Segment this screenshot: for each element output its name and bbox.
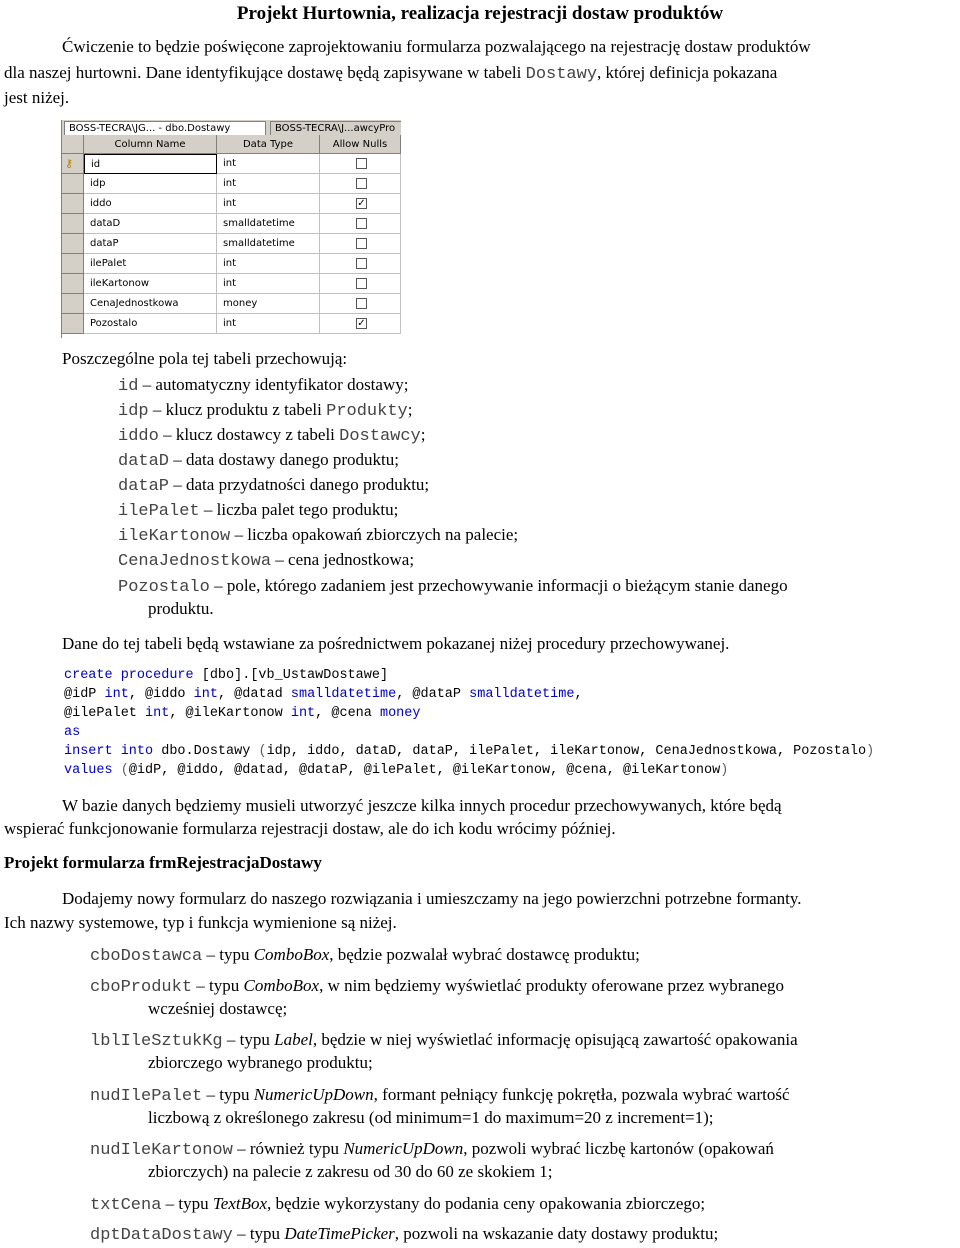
intro-line-3: jest niżej. — [4, 88, 70, 107]
intro-line-1: Ćwiczenie to będzie poświęcone zaprojektowaniu formularza pozwalającego na rejestrację dostaw produktów — [62, 37, 811, 56]
allow-nulls-checkbox[interactable]: ✓ — [357, 318, 366, 329]
allow-nulls-checkbox[interactable] — [356, 158, 367, 169]
column-name-cell[interactable]: iddo — [84, 194, 217, 214]
allow-nulls-checkbox[interactable] — [356, 258, 367, 269]
control-item-cont: zbiorczych) na palecie z zakresu od 30 do 60 ze skokiem 1; — [148, 1162, 553, 1181]
designer-tab-active[interactable]: BOSS-TECRA\JG... - dbo.Dostawy — [64, 121, 266, 135]
allow-nulls-checkbox[interactable]: ✓ — [357, 198, 366, 209]
data-type-cell[interactable]: int — [217, 194, 320, 214]
fields-intro: Poszczególne pola tej tabeli przechowują: — [62, 349, 348, 368]
field-item-pozostalo: Pozostalo – pole, którego zadaniem jest przechowywanie informacji o bieżącym stanie danego — [118, 576, 788, 597]
field-item: idp – klucz produktu z tabeli Produkty; — [118, 400, 413, 421]
data-type-cell[interactable]: money — [217, 294, 320, 314]
sql-line-1: create procedure [dbo].[vb_UstawDostawe] — [64, 668, 389, 683]
column-name-cell[interactable]: CenaJednostkowa — [84, 294, 217, 314]
control-item: txtCena – typu TextBox, będzie wykorzystany do podania ceny opakowania zbiorczego; — [90, 1194, 706, 1215]
procedures-paragraph: W bazie danych będziemy musieli utworzyć jeszcze kilka innych procedur przechowywanych, które będą — [62, 796, 782, 815]
header-allow-nulls: Allow Nulls — [320, 135, 401, 154]
data-type-cell[interactable]: int — [217, 174, 320, 194]
sql-line-2: @idP int, @iddo int, @datad smalldatetime, @dataP smalldatetime, — [64, 687, 583, 702]
header-corner — [62, 135, 84, 154]
control-item-cont: liczbową z określonego zakresu (od minimum=1 do maximum=20 z increment=1); — [148, 1108, 714, 1127]
control-item-cont: zbiorczego wybranego produktu; — [148, 1053, 373, 1072]
row-selector[interactable] — [62, 314, 84, 334]
control-item: dptDataDostawy – typu DateTimePicker, pozwoli na wskazanie daty dostawy produktu; — [90, 1224, 719, 1245]
column-name-cell[interactable]: dataP — [84, 234, 217, 254]
page-title: Projekt Hurtownia, realizacja rejestracji dostaw produktów — [236, 3, 724, 24]
allow-nulls-cell — [320, 154, 401, 174]
field-item-pozostalo-cont: produktu. — [148, 599, 214, 618]
primary-key-icon: ⚷ — [65, 157, 74, 170]
row-selector[interactable] — [62, 214, 84, 234]
table-designer-screenshot — [61, 120, 401, 338]
section-intro-line-2: Ich nazwy systemowe, typ i funkcja wymienione są niżej. — [4, 913, 397, 932]
column-name-cell[interactable]: Pozostalo — [84, 314, 217, 334]
allow-nulls-checkbox[interactable] — [356, 278, 367, 289]
column-name-cell[interactable]: ileKartonow — [84, 274, 217, 294]
data-type-cell[interactable]: int — [217, 274, 320, 294]
sql-line-6: values (@idP, @iddo, @datad, @dataP, @ilePalet, @ileKartonow, @cena, @ileKartonow) — [64, 763, 729, 778]
section-heading: Projekt formularza frmRejestracjaDostawy — [4, 853, 322, 872]
sql-line-4: as — [64, 725, 81, 740]
allow-nulls-cell — [320, 234, 401, 254]
field-item: CenaJednostkowa – cena jednostkowa; — [118, 550, 415, 571]
allow-nulls-checkbox[interactable] — [356, 298, 367, 309]
field-item: ilePalet – liczba palet tego produktu; — [118, 500, 399, 521]
control-item: cboProdukt – typu ComboBox, w nim będziemy wyświetlać produkty oferowane przez wybranego — [90, 976, 785, 997]
procedures-paragraph-cont: wspierać funkcjonowanie formularza rejestracji dostaw, ale do ich kodu wrócimy później. — [4, 819, 616, 838]
control-item: cboDostawca – typu ComboBox, będzie pozwalał wybrać dostawcę produktu; — [90, 945, 640, 966]
control-item: nudIlePalet – typu NumericUpDown, formant pełniący funkcję pokrętła, pozwala wybrać wartość — [90, 1085, 790, 1106]
row-selector[interactable] — [62, 174, 84, 194]
allow-nulls-cell — [320, 194, 401, 214]
column-name-cell[interactable]: dataD — [84, 214, 217, 234]
row-selector[interactable] — [62, 254, 84, 274]
allow-nulls-cell — [320, 314, 401, 334]
allow-nulls-checkbox[interactable] — [356, 178, 367, 189]
field-item: dataD – data dostawy danego produktu; — [118, 450, 399, 471]
sql-line-3: @ilePalet int, @ileKartonow int, @cena money — [64, 706, 421, 721]
allow-nulls-checkbox[interactable] — [356, 218, 367, 229]
header-data-type: Data Type — [217, 135, 320, 154]
row-selector[interactable] — [62, 154, 84, 174]
designer-tab-other[interactable]: BOSS-TECRA\J...awcyPro — [270, 121, 401, 135]
row-selector[interactable] — [62, 234, 84, 254]
column-name-cell[interactable]: ilePalet — [84, 254, 217, 274]
section-intro-line-1: Dodajemy nowy formularz do naszego rozwiązania i umieszczamy na jego powierzchni potrzebne formanty. — [62, 889, 802, 908]
data-type-cell[interactable]: smalldatetime — [217, 214, 320, 234]
allow-nulls-cell — [320, 274, 401, 294]
control-item: lblIleSztukKg – typu Label, będzie w niej wyświetlać informację opisującą zawartość opakowania — [90, 1030, 798, 1051]
data-type-cell[interactable]: smalldatetime — [217, 234, 320, 254]
allow-nulls-checkbox[interactable] — [356, 238, 367, 249]
control-item: nudIleKartonow – również typu NumericUpDown, pozwoli wybrać liczbę kartonów (opakowań — [90, 1139, 774, 1160]
column-name-cell[interactable]: idp — [84, 174, 217, 194]
allow-nulls-cell — [320, 214, 401, 234]
sql-line-5: insert into dbo.Dostawy (idp, iddo, dataD, dataP, ilePalet, ileKartonow, CenaJednostkowa, Pozostalo) — [64, 744, 875, 759]
intro-line-2: dla naszej hurtowni. Dane identyfikujące dostawę będą zapisywane w tabeli Dostawy, której definicja pokazana — [4, 63, 778, 84]
data-type-cell[interactable]: int — [217, 314, 320, 334]
field-item: ileKartonow – liczba opakowań zbiorczych na palecie; — [118, 525, 519, 546]
table-name-code: Dostawy — [525, 65, 598, 84]
row-selector[interactable] — [62, 194, 84, 214]
field-item: dataP – data przydatności danego produktu; — [118, 475, 430, 496]
designer-tabs — [62, 120, 401, 135]
field-item: id – automatyczny identyfikator dostawy; — [118, 375, 409, 396]
row-selector[interactable] — [62, 274, 84, 294]
sql-procedure-code — [64, 666, 874, 780]
field-item: iddo – klucz dostawcy z tabeli Dostawcy; — [118, 425, 426, 446]
data-type-cell[interactable]: int — [217, 154, 320, 174]
data-type-cell[interactable]: int — [217, 254, 320, 274]
allow-nulls-cell — [320, 254, 401, 274]
row-selector[interactable] — [62, 294, 84, 314]
procedure-intro: Dane do tej tabeli będą wstawiane za pośrednictwem pokazanej niżej procedury przechowywanej. — [62, 634, 730, 653]
allow-nulls-cell — [320, 294, 401, 314]
column-name-cell[interactable]: id — [84, 154, 217, 174]
designer-grid — [62, 135, 401, 338]
control-item-cont: wcześniej dostawcę; — [148, 999, 288, 1018]
header-column-name: Column Name — [84, 135, 217, 154]
allow-nulls-cell — [320, 174, 401, 194]
